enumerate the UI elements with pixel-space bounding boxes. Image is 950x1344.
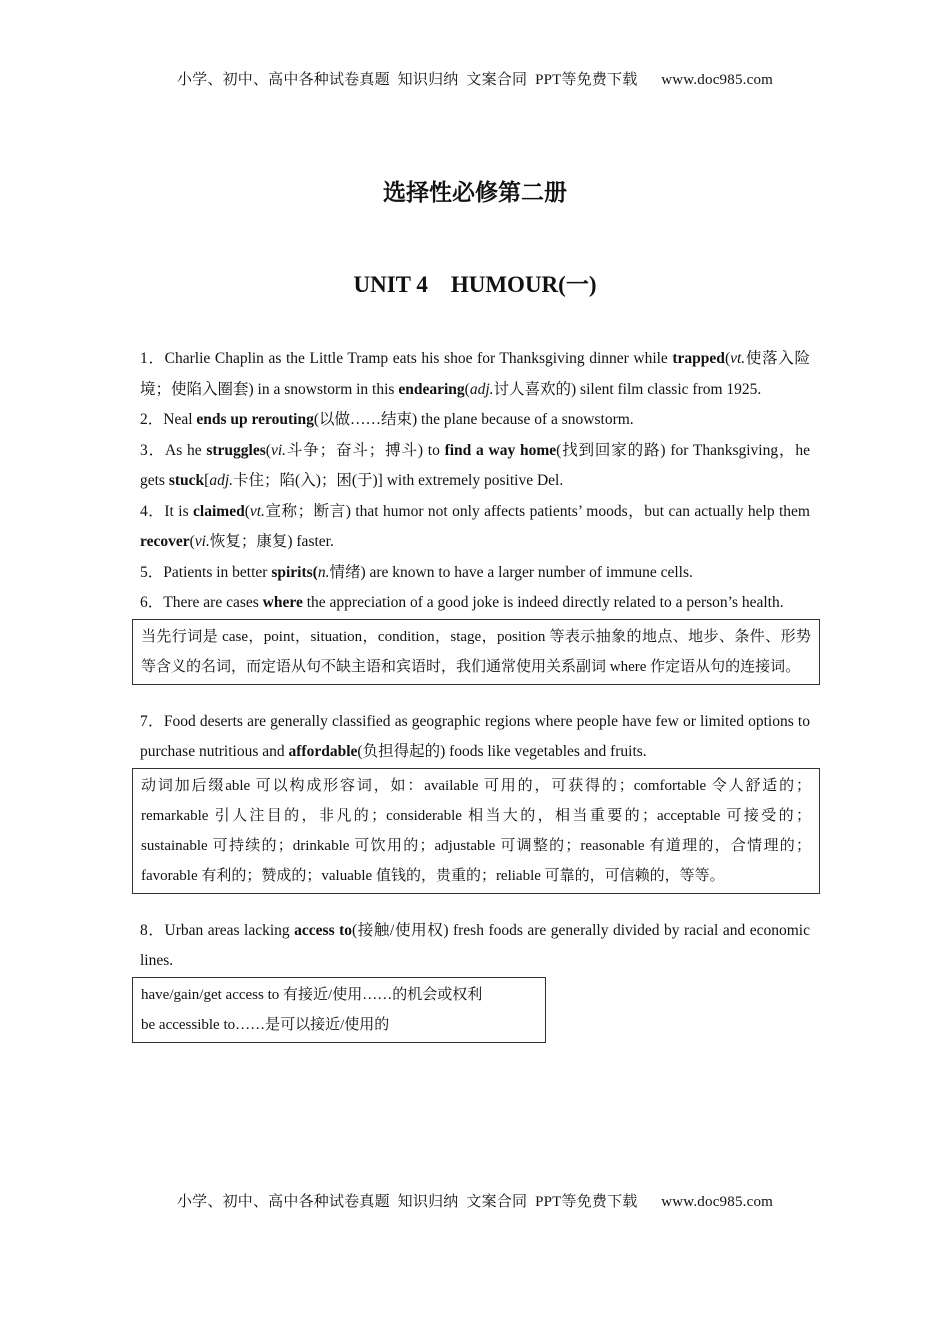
item-text: 情绪) are known to have a larger number of immune cells.: [329, 563, 693, 581]
item-7: [140, 707, 810, 768]
item-number: 7．: [140, 712, 164, 730]
item-8: [140, 916, 810, 977]
item-number: 5．: [140, 563, 164, 581]
keyword: trapped: [672, 350, 725, 367]
item-text: (: [724, 350, 731, 367]
access-note-line-1: have/gain/get access to 有接近/使用……的机会或权利: [141, 986, 483, 1003]
item-text: 恢复；康复) faster.: [209, 533, 334, 550]
keyword: access to: [294, 921, 353, 939]
content: [140, 344, 810, 1043]
item-3: [140, 436, 810, 497]
keyword: ends up rerouting: [196, 411, 314, 428]
access-note-line-2: be accessible to……是可以接近/使用的: [141, 1016, 390, 1033]
item-text: As he: [165, 441, 207, 459]
item-number: 4．: [140, 502, 165, 520]
item-text: 讨人喜欢的) silent film classic from 1925.: [493, 380, 762, 398]
item-text: (负担得起的) foods like vegetables and fruits.: [357, 743, 647, 760]
book-title: 选择性必修第二册: [383, 180, 567, 206]
item-text: the appreciation of a good joke is indeed directly related to a person’s health.: [302, 594, 784, 611]
pos-tag: vt.: [249, 502, 265, 520]
keyword: find a way home: [444, 441, 557, 459]
item-text: 使落入险境；使陷入圈套) in a snowstorm in this: [140, 350, 810, 398]
where-note-box: 当先行词是 case，point，situation，condition，stage，position 等表示抽象的地点、地步、条件、形势等含义的名词，而定语从句不缺主语和宾语时，我们通常使用关系副词 where 作定语从句的连接词。: [132, 619, 820, 685]
item-5: [140, 558, 810, 589]
access-note-box: [132, 977, 546, 1043]
able-note-box: 动词加后缀able 可以构成形容词，如：available 可用的，可获得的；comfortable 令人舒适的；remarkable 引人注目的，非凡的；considerable 相当大的，相当重要的；acceptable 可接受的；sustainable 可持续的；drinkable 可饮用的；adjustable 可调整的；reasonable 有道理的，合情理的；favorable 有利的；赞成的；valuable 值钱的，贵重的；reliable 可靠的，可信赖的，等等。: [132, 768, 820, 894]
item-text: (: [464, 380, 470, 398]
keyword: affordable: [288, 743, 358, 760]
pos-tag: vi.: [194, 533, 210, 550]
item-text: (接触/使用权) fresh foods are generally divided by racial and economic lines.: [140, 921, 810, 969]
item-text: Neal: [163, 411, 197, 428]
item-text: Charlie Chaplin as the Little Tramp eats his shoe for Thanksgiving dinner while: [164, 350, 673, 367]
item-text: [: [204, 472, 210, 489]
item-text: Patients in better: [163, 563, 272, 581]
pos-tag: vt.: [730, 350, 746, 367]
item-number: 8．: [140, 921, 165, 939]
item-text: It is: [164, 502, 194, 520]
item-text: (: [189, 533, 195, 550]
item-number: 2．: [140, 411, 164, 428]
keyword: spirits(: [271, 563, 318, 581]
pos-tag: n.: [317, 563, 330, 581]
pos-tag: adj.: [469, 380, 494, 398]
item-text: 斗争；奋斗；搏斗) to: [286, 441, 445, 459]
keyword: claimed: [193, 502, 245, 520]
item-text: 宣称；断言) that humor not only affects patients’ moods，but can actually help them: [264, 502, 810, 520]
keyword: endearing: [398, 380, 465, 398]
keyword: struggles: [206, 441, 266, 459]
item-text: (: [265, 441, 271, 459]
item-number: 6．: [140, 594, 164, 611]
item-text: Food deserts are generally classified as geographic regions where people have few or limited options to purchase nutritious and: [140, 712, 810, 760]
item-text: (找到回家的路) for Thanksgiving，he gets: [140, 441, 810, 489]
item-number: 3．: [140, 441, 165, 459]
page-header: 小学、初中、高中各种试卷真题 知识归纳 文案合同 PPT等免费下载 www.doc985.com: [176, 72, 774, 88]
item-2: [140, 405, 810, 436]
pos-tag: vi.: [270, 441, 287, 459]
keyword: stuck: [168, 472, 205, 489]
item-text: (: [244, 502, 250, 520]
keyword: where: [262, 594, 303, 611]
item-number: 1．: [140, 350, 165, 367]
item-6: [140, 588, 810, 619]
item-4: [140, 497, 810, 558]
pos-tag: adj.: [209, 472, 234, 489]
keyword: recover: [140, 533, 190, 550]
item-text: There are cases: [163, 594, 263, 611]
item-text: (以做……结束) the plane because of a snowstorm.: [313, 411, 634, 428]
item-1: [140, 344, 810, 405]
page-footer: 小学、初中、高中各种试卷真题 知识归纳 文案合同 PPT等免费下载 www.doc985.com: [176, 1194, 774, 1210]
item-text: Urban areas lacking: [164, 921, 295, 939]
unit-title: UNIT 4 HUMOUR(一): [353, 272, 597, 297]
item-text: 卡住；陷(入)；困(于)] with extremely positive Del.: [233, 472, 564, 489]
